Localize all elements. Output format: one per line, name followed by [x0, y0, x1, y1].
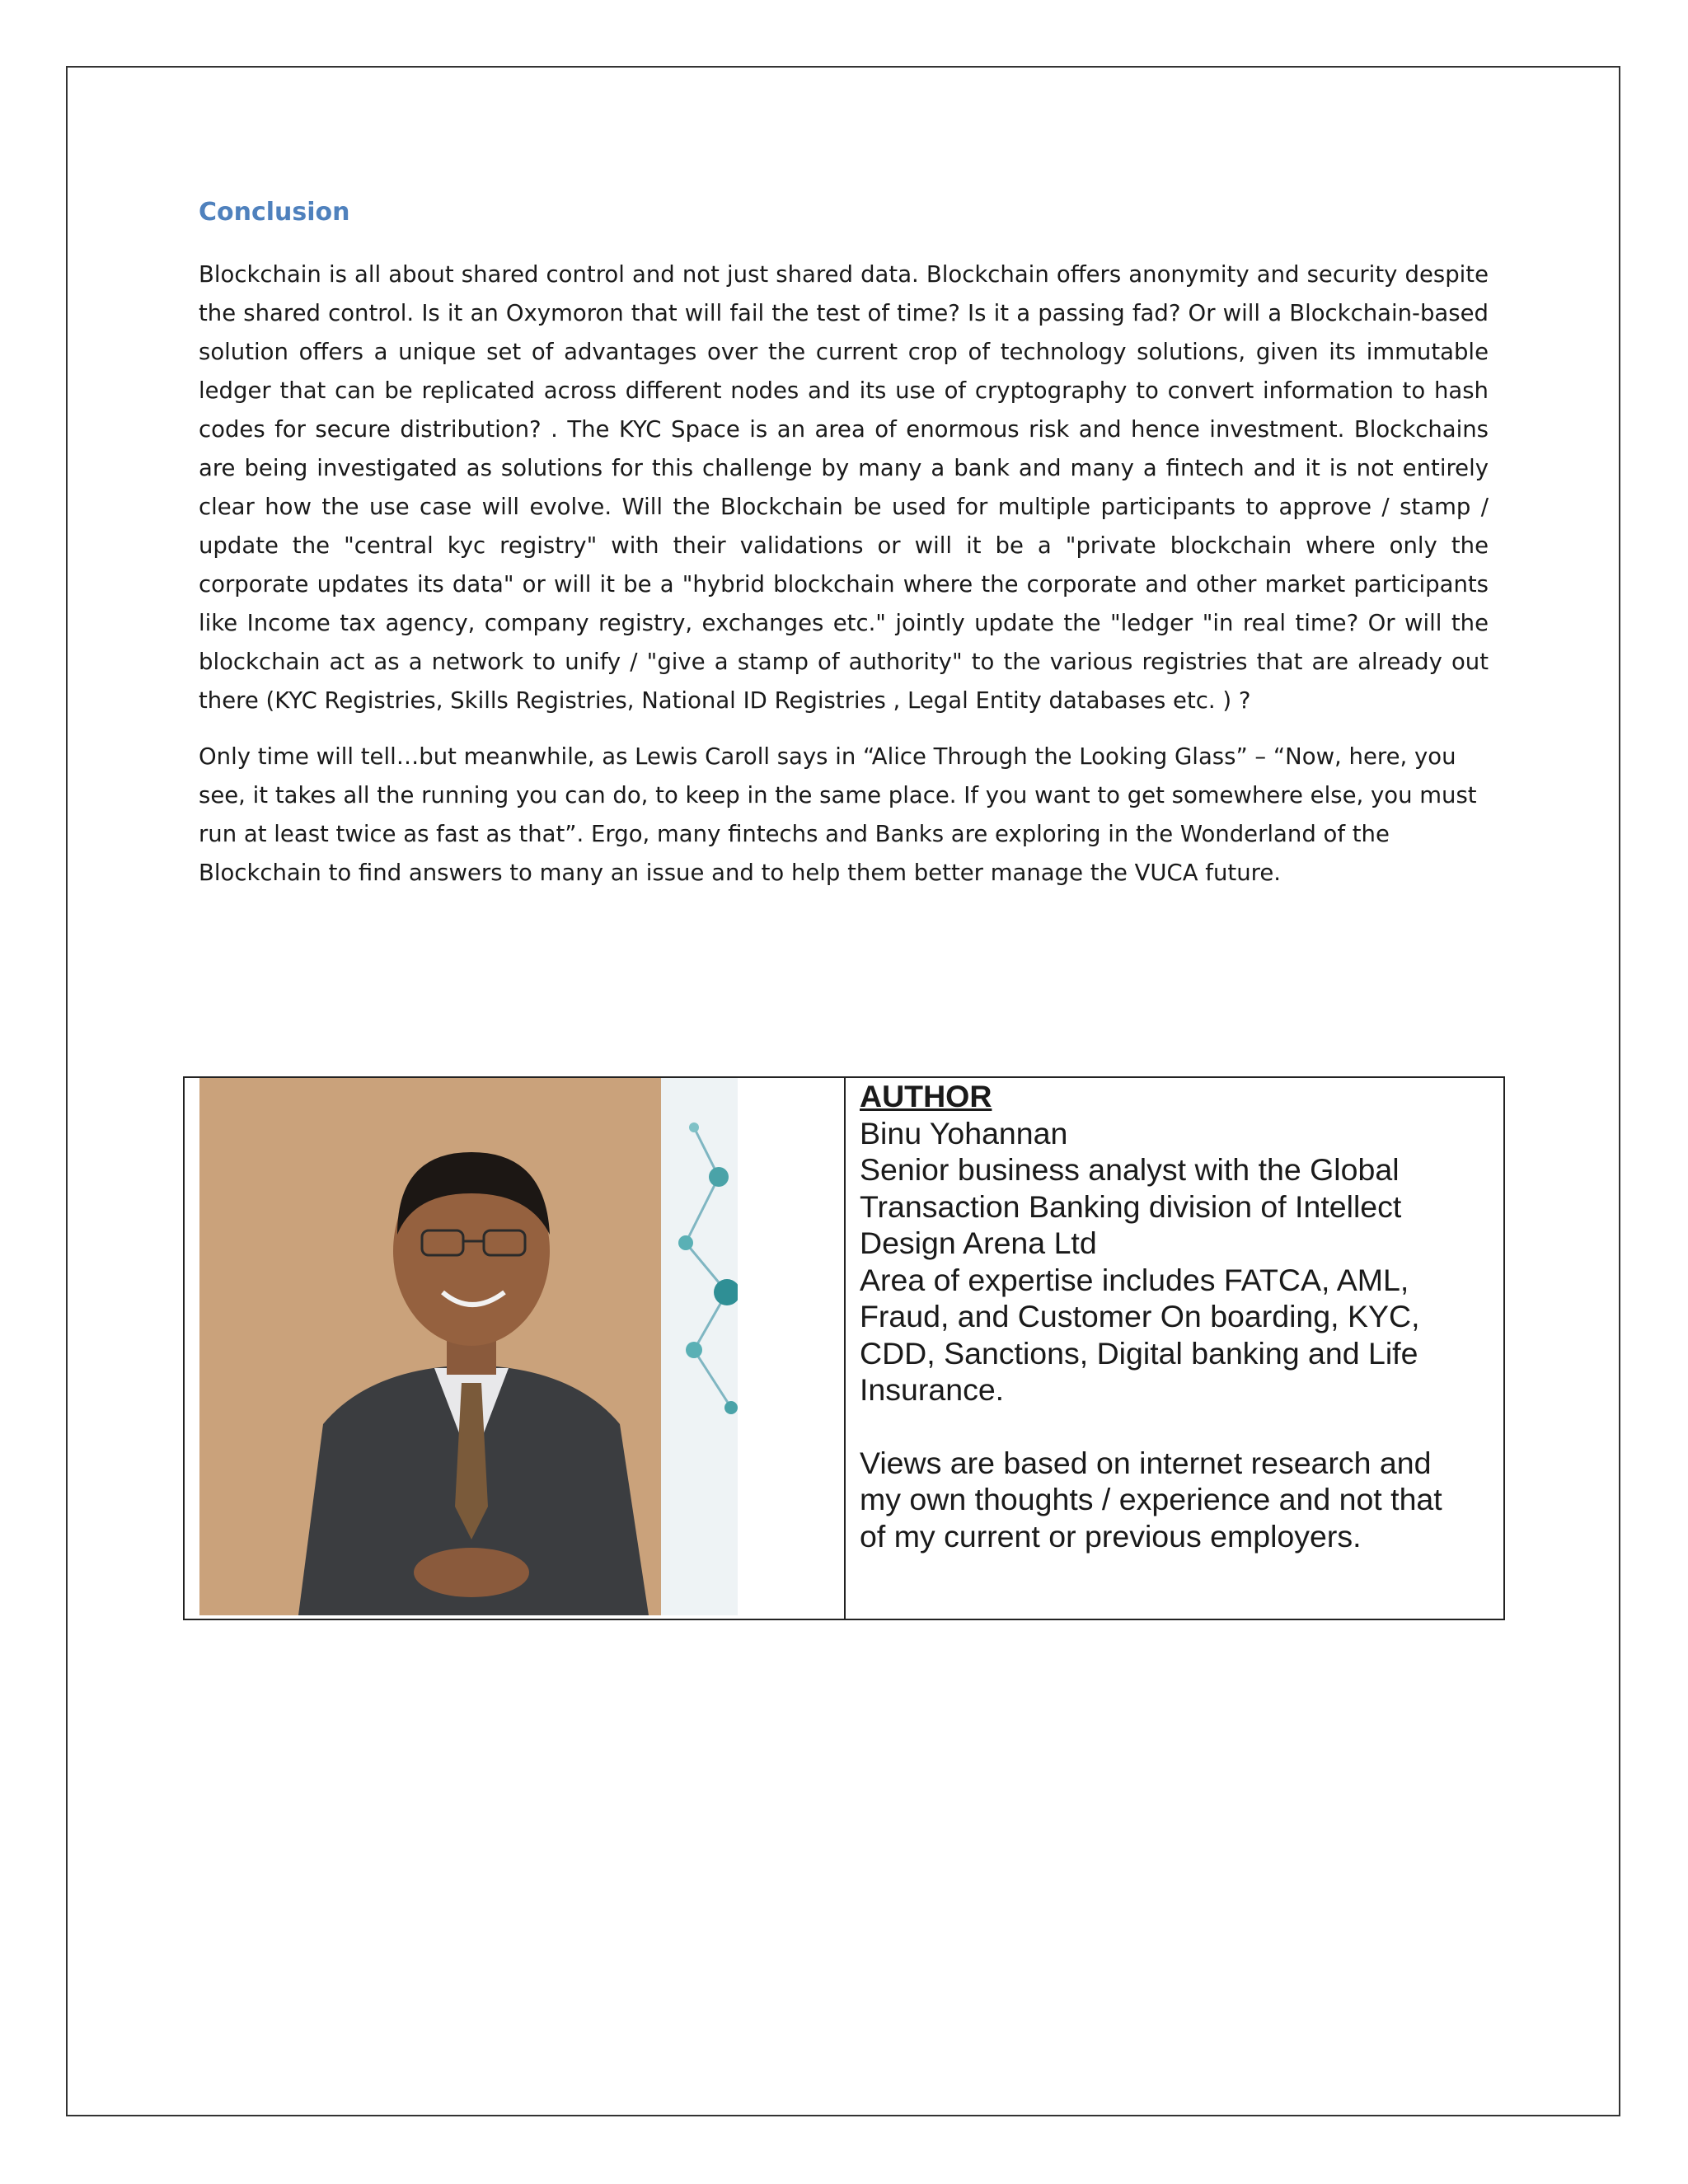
author-expertise-line: Area of expertise includes FATCA, AML, [860, 1262, 1409, 1297]
section-heading: Conclusion [199, 198, 350, 227]
conclusion-paragraph-1: Blockchain is all about shared control and not just shared data. Blockchain offers anonymity and security despite the shared control. Is it an Oxymoron that will fail the test of time? Is it a passing fad? Or will a Blockchain-based solution offers a unique set of advantages over the current crop of technology solutions, given its immutable ledger that can be replicated across different nodes and its use of cryptography to convert information to hash codes for secure distribution? . The KYC Space is an area of enormous risk and hence investment. Blockchains are being investigated as solutions for this challenge by many a bank and many a fintech and it is not entirely clear how the use case will evolve. Will the Blockchain be used for multiple participants to approve / stamp / update the "central kyc registry" with their validations or will it be a "private blockchain where only the corporate updates its data" or will it be a "hybrid blockchain where the corporate and other market participants like Income tax agency, company registry, exchanges etc." jointly update the "ledger "in real time? Or will the blockchain act as a network to unify / "give a stamp of authority" to the various registries that are already out there (KYC Registries, Skills Registries, National ID Registries , Legal Entity databases etc. ) ? [199, 261, 1489, 714]
author-photo-cell [185, 1078, 846, 1619]
author-photo [199, 1078, 738, 1615]
author-role-line: Design Arena Ltd [860, 1226, 1097, 1260]
spacer [860, 1408, 1503, 1445]
author-name: Binu Yohannan [860, 1115, 1068, 1151]
author-disclaimer-line: Views are based on internet research and [860, 1445, 1432, 1480]
conclusion-paragraph-2: Only time will tell…but meanwhile, as Lewis Caroll says in “Alice Through the Looking Glass” – “Now, here, you see, it takes all the running you can do, to keep in the same place. If you want to get somewhere else, you must run at least twice as fast as that”. Ergo, many fintechs and Banks are exploring in the Wonderland of the Blockchain to find answers to many an issue and to help them better manage the VUCA future. [199, 743, 1477, 886]
author-disclaimer-line: of my current or previous employers. [860, 1518, 1362, 1554]
author-expertise-line: Insurance. [860, 1372, 1005, 1407]
author-disclaimer-line: my own thoughts / experience and not that [860, 1482, 1442, 1516]
author-expertise-line: Fraud, and Customer On boarding, KYC, [860, 1299, 1420, 1333]
author-role-line: Transaction Banking division of Intellect [860, 1188, 1402, 1224]
author-info-cell [846, 1078, 1503, 1619]
document-body [199, 198, 1489, 910]
author-label: AUTHOR [860, 1079, 992, 1113]
author-expertise-line: CDD, Sanctions, Digital banking and Life [860, 1335, 1418, 1371]
author-role-line: Senior business analyst with the Global [860, 1152, 1400, 1187]
author-table [183, 1076, 1505, 1620]
